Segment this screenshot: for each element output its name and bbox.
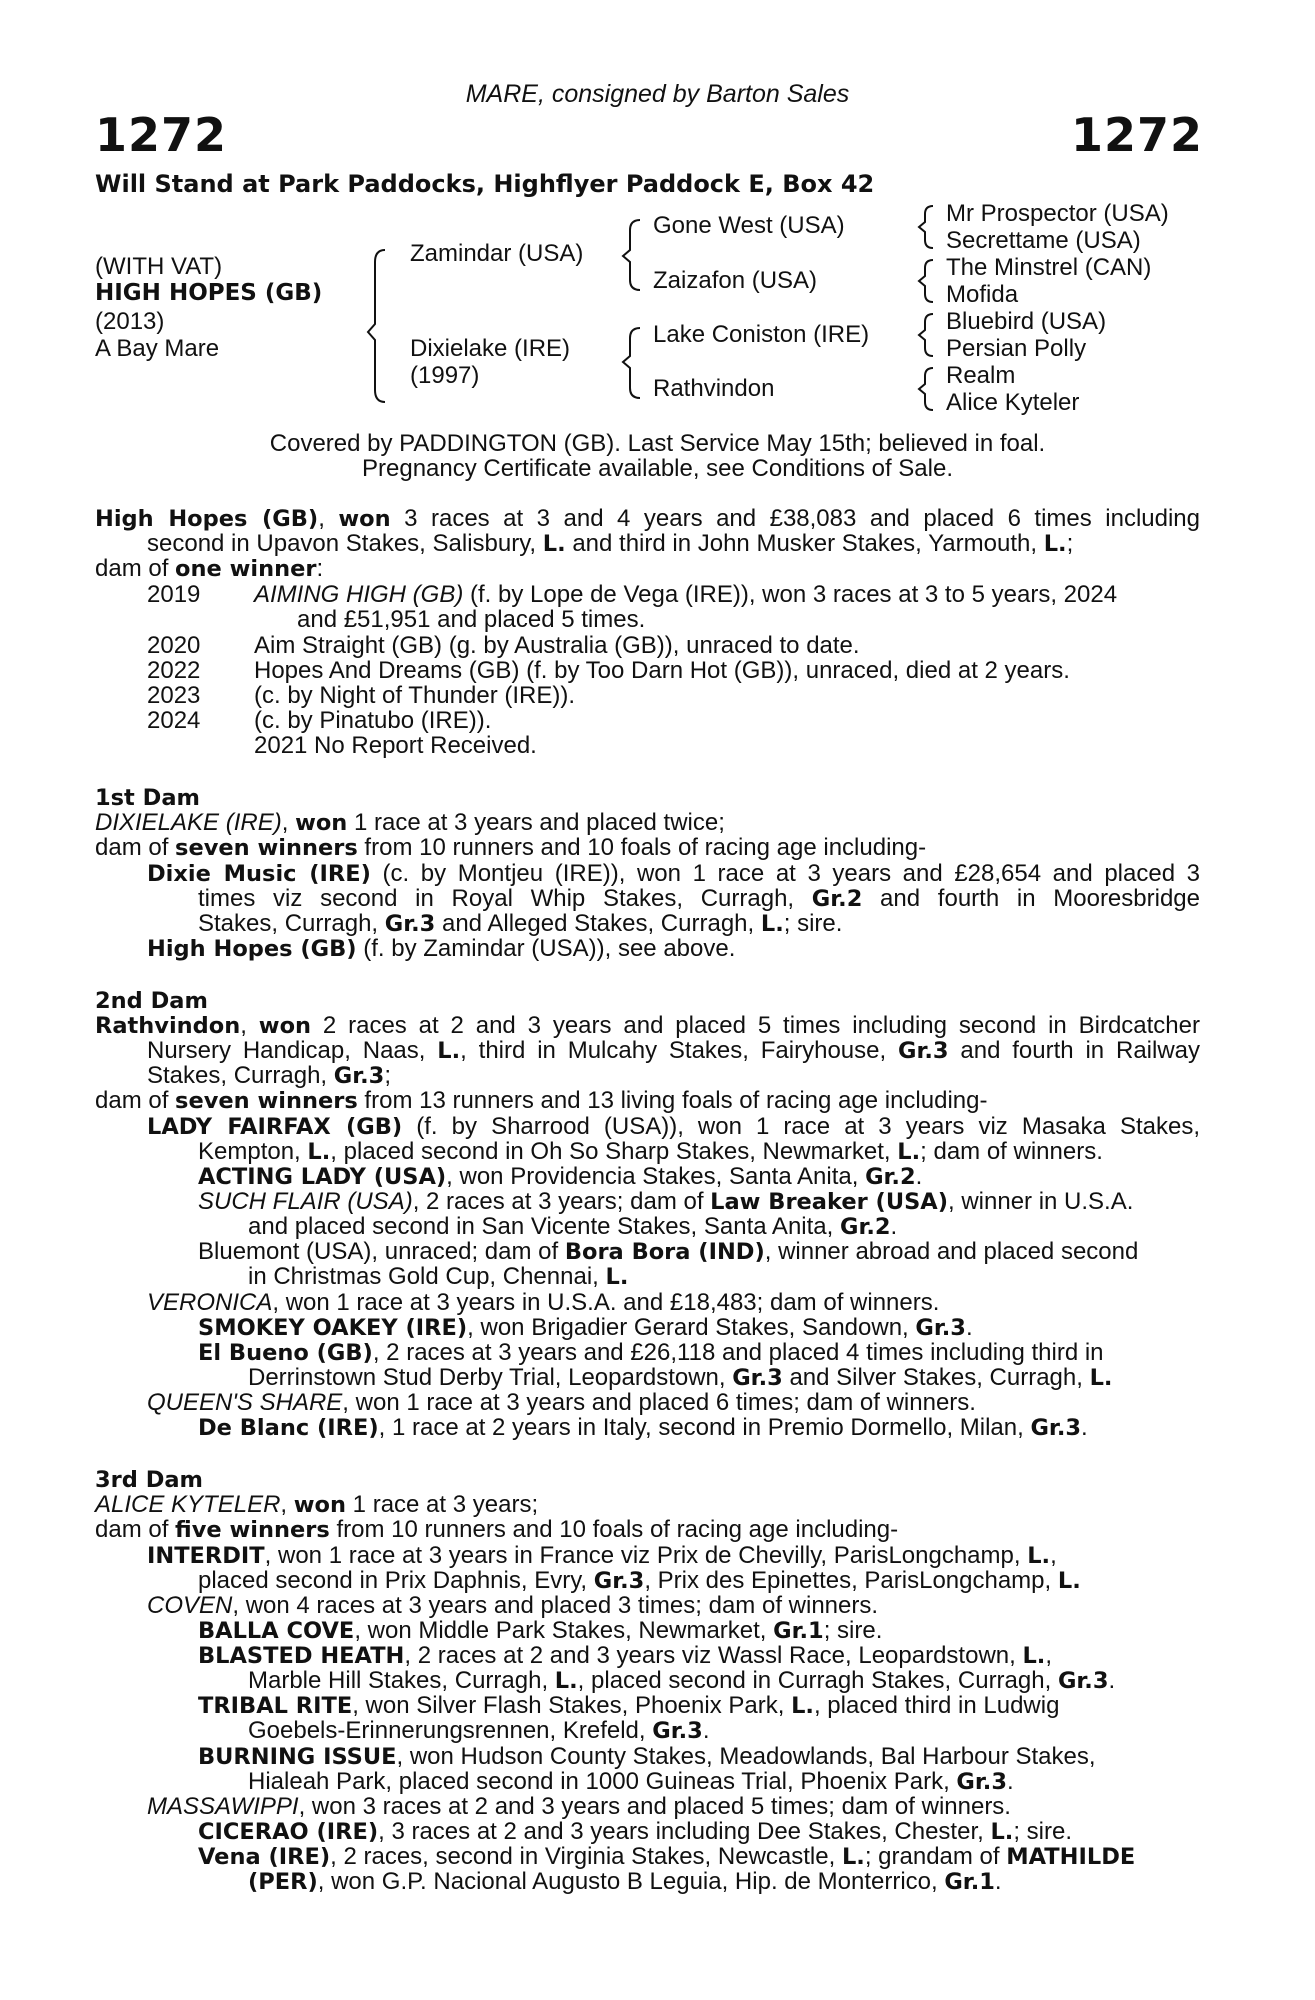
sf-line-1: SUCH FLAIR (USA), 2 races at 3 years; dam of Law Breaker (USA), winner in U.S.A. bbox=[198, 1188, 1134, 1215]
hh-line-repeat: High Hopes (GB) (f. by Zamindar (USA)), see above. bbox=[147, 935, 736, 962]
so-line: SMOKEY OAKEY (IRE), won Brigadier Gerard Stakes, Sandown, Gr.3. bbox=[198, 1314, 973, 1341]
d2-line-4: dam of seven winners from 13 runners and 13 living foals of racing age including- bbox=[95, 1087, 988, 1114]
pedigree-sire-dam: Zaizafon (USA) bbox=[653, 267, 818, 294]
horse-year: (2013) bbox=[95, 308, 165, 335]
pedigree-g7: Realm bbox=[946, 362, 1016, 389]
tr-line-2: Goebels-Erinnerungsrennen, Krefeld, Gr.3. bbox=[248, 1717, 710, 1744]
pedigree-sire: Zamindar (USA) bbox=[410, 240, 584, 267]
dm-line-2: times viz second in Royal Whip Stakes, Curragh, Gr.2 and fourth in Mooresbridge bbox=[198, 885, 1200, 912]
pedigree-g8: Alice Kyteler bbox=[946, 389, 1080, 416]
eb-line-1: El Bueno (GB), 2 races at 3 years and £26,118 and placed 4 times including third in bbox=[198, 1339, 1104, 1366]
ve2-line-1: Vena (IRE), 2 races, second in Virginia Stakes, Newcastle, L.; grandam of MATHILDE bbox=[198, 1843, 1136, 1870]
db-line: De Blanc (IRE), 1 race at 2 years in Italy, second in Premio Dormello, Milan, Gr.3. bbox=[198, 1414, 1088, 1441]
d2-line-2: Nursery Handicap, Naas, L., third in Mulcahy Stakes, Fairyhouse, Gr.3 and fourth in Railway bbox=[147, 1037, 1201, 1064]
lf-line-2: Kempton, L., placed second in Oh So Sharp Stakes, Newmarket, L.; dam of winners. bbox=[198, 1138, 1103, 1165]
bh-line-2: Marble Hill Stakes, Curragh, L., placed second in Curragh Stakes, Curragh, Gr.3. bbox=[248, 1667, 1116, 1694]
covered-line-2: Pregnancy Certificate available, see Conditions of Sale. bbox=[362, 455, 953, 482]
produce-2024: 2024 (c. by Pinatubo (IRE)). bbox=[147, 707, 492, 734]
hh-line-1: High Hopes (GB), won 3 races at 3 and 4 years and £38,083 and placed 6 times including bbox=[95, 505, 1200, 532]
tr-line-1: TRIBAL RITE, won Silver Flash Stakes, Phoenix Park, L., placed third in Ludwig bbox=[198, 1692, 1060, 1719]
dm-line-3: Stakes, Curragh, Gr.3 and Alleged Stakes, Curragh, L.; sire. bbox=[198, 910, 843, 937]
hh-line-2: second in Upavon Stakes, Salisbury, L. and third in John Musker Stakes, Yarmouth, L.; bbox=[147, 530, 1074, 557]
produce-2020: 2020 Aim Straight (GB) (g. by Australia (GB)), unraced to date. bbox=[147, 632, 860, 659]
pedigree-dam-dam: Rathvindon bbox=[653, 375, 775, 402]
ma-line: MASSAWIPPI, won 3 races at 2 and 3 years and placed 5 times; dam of winners. bbox=[147, 1793, 1011, 1820]
horse-name: HIGH HOPES (GB) bbox=[95, 280, 323, 306]
in-line-2: placed second in Prix Daphnis, Evry, Gr.3, Prix des Epinettes, ParisLongchamp, L. bbox=[198, 1567, 1081, 1594]
produce-2023: 2023 (c. by Night of Thunder (IRE)). bbox=[147, 682, 575, 709]
pedigree-g4: Mofida bbox=[946, 281, 1019, 308]
pedigree-g5: Bluebird (USA) bbox=[946, 308, 1107, 335]
pedigree-dam-sire: Lake Coniston (IRE) bbox=[653, 321, 870, 348]
first-dam-heading: 1st Dam bbox=[95, 785, 200, 811]
pedigree-g3: The Minstrel (CAN) bbox=[946, 254, 1152, 281]
co-line: COVEN, won 4 races at 3 years and placed 3 times; dam of winners. bbox=[147, 1592, 879, 1619]
third-dam-heading: 3rd Dam bbox=[95, 1467, 203, 1493]
stabling-location: Will Stand at Park Paddocks, Highflyer Paddock E, Box 42 bbox=[95, 170, 875, 198]
lot-number-left: 1272 bbox=[95, 108, 228, 162]
bi-line-2: Hialeah Park, placed second in 1000 Guineas Trial, Phoenix Park, Gr.3. bbox=[248, 1768, 1014, 1795]
produce-2019-cont: and £51,951 and placed 5 times. bbox=[297, 606, 646, 633]
bc-line: BALLA COVE, won Middle Park Stakes, Newmarket, Gr.1; sire. bbox=[198, 1617, 883, 1644]
produce-2019: 2019 AIMING HIGH (GB) (f. by Lope de Vega (IRE)), won 3 races at 3 to 5 years, 2024 bbox=[147, 581, 1118, 608]
in-line-1: INTERDIT, won 1 race at 3 years in France viz Prix de Chevilly, ParisLongchamp, L., bbox=[147, 1542, 1057, 1569]
pedigree-sire-sire: Gone West (USA) bbox=[653, 212, 845, 239]
d1-line-2: dam of seven winners from 10 runners and 10 foals of racing age including- bbox=[95, 834, 927, 861]
ve-line: VERONICA, won 1 race at 3 years in U.S.A. and £18,483; dam of winners. bbox=[147, 1289, 940, 1316]
d2-line-1: Rathvindon, won 2 races at 2 and 3 years and placed 5 times including second in Birdcatcher bbox=[95, 1012, 1200, 1039]
produce-2021-note: 2021 No Report Received. bbox=[254, 732, 537, 759]
consignor-subtitle: MARE, consigned by Barton Sales bbox=[465, 80, 850, 108]
bm-line-1: Bluemont (USA), unraced; dam of Bora Bora (IND), winner abroad and placed second bbox=[198, 1238, 1139, 1265]
lf-line-1: LADY FAIRFAX (GB) (f. by Sharrood (USA)), won 1 race at 3 years viz Masaka Stakes, bbox=[147, 1113, 1200, 1140]
dm-line-1: Dixie Music (IRE) (c. by Montjeu (IRE)), won 1 race at 3 years and £28,654 and placed 3 bbox=[147, 860, 1200, 887]
d3-line-2: dam of five winners from 10 runners and 10 foals of racing age including- bbox=[95, 1516, 899, 1543]
pedigree-dam-year: (1997) bbox=[410, 362, 480, 389]
horse-name-ref: High Hopes (GB) bbox=[95, 506, 319, 532]
ve2-line-2: (PER), won G.P. Nacional Augusto B Leguia, Hip. de Monterrico, Gr.1. bbox=[248, 1868, 1002, 1895]
lot-number-right: 1272 bbox=[1070, 108, 1203, 162]
bh-line-1: BLASTED HEATH, 2 races at 2 and 3 years viz Wassl Race, Leopardstown, L., bbox=[198, 1642, 1053, 1669]
qs-line: QUEEN'S SHARE, won 1 race at 3 years and placed 6 times; dam of winners. bbox=[147, 1389, 976, 1416]
eb-line-2: Derrinstown Stud Derby Trial, Leopardstown, Gr.3 and Silver Stakes, Curragh, L. bbox=[248, 1364, 1113, 1391]
pedigree-brackets bbox=[0, 0, 1315, 440]
ci-line: CICERAO (IRE), 3 races at 2 and 3 years including Dee Stakes, Chester, L.; sire. bbox=[198, 1818, 1073, 1845]
second-dam-heading: 2nd Dam bbox=[95, 988, 208, 1014]
hh-line-3: dam of one winner: bbox=[95, 555, 324, 582]
pedigree-g6: Persian Polly bbox=[946, 335, 1087, 362]
pedigree-g2: Secrettame (USA) bbox=[946, 227, 1141, 254]
d3-line-1: ALICE KYTELER, won 1 race at 3 years; bbox=[95, 1491, 539, 1518]
horse-description: A Bay Mare bbox=[95, 335, 220, 362]
produce-2022: 2022 Hopes And Dreams (GB) (f. by Too Darn Hot (GB)), unraced, died at 2 years. bbox=[147, 657, 1070, 684]
al-line: ACTING LADY (USA), won Providencia Stakes, Santa Anita, Gr.2. bbox=[198, 1163, 923, 1190]
bi-line-1: BURNING ISSUE, won Hudson County Stakes, Meadowlands, Bal Harbour Stakes, bbox=[198, 1743, 1096, 1770]
sf-line-2: and placed second in San Vicente Stakes, Santa Anita, Gr.2. bbox=[248, 1213, 898, 1240]
vat-note: (WITH VAT) bbox=[95, 253, 223, 280]
pedigree-dam: Dixielake (IRE) bbox=[410, 335, 571, 362]
pedigree-g1: Mr Prospector (USA) bbox=[946, 200, 1169, 227]
d2-line-3: Stakes, Curragh, Gr.3; bbox=[147, 1062, 391, 1089]
covered-line-1: Covered by PADDINGTON (GB). Last Service May 15th; believed in foal. bbox=[269, 430, 1046, 457]
d1-line-1: DIXIELAKE (IRE), won 1 race at 3 years and placed twice; bbox=[95, 809, 725, 836]
bm-line-2: in Christmas Gold Cup, Chennai, L. bbox=[248, 1263, 629, 1290]
